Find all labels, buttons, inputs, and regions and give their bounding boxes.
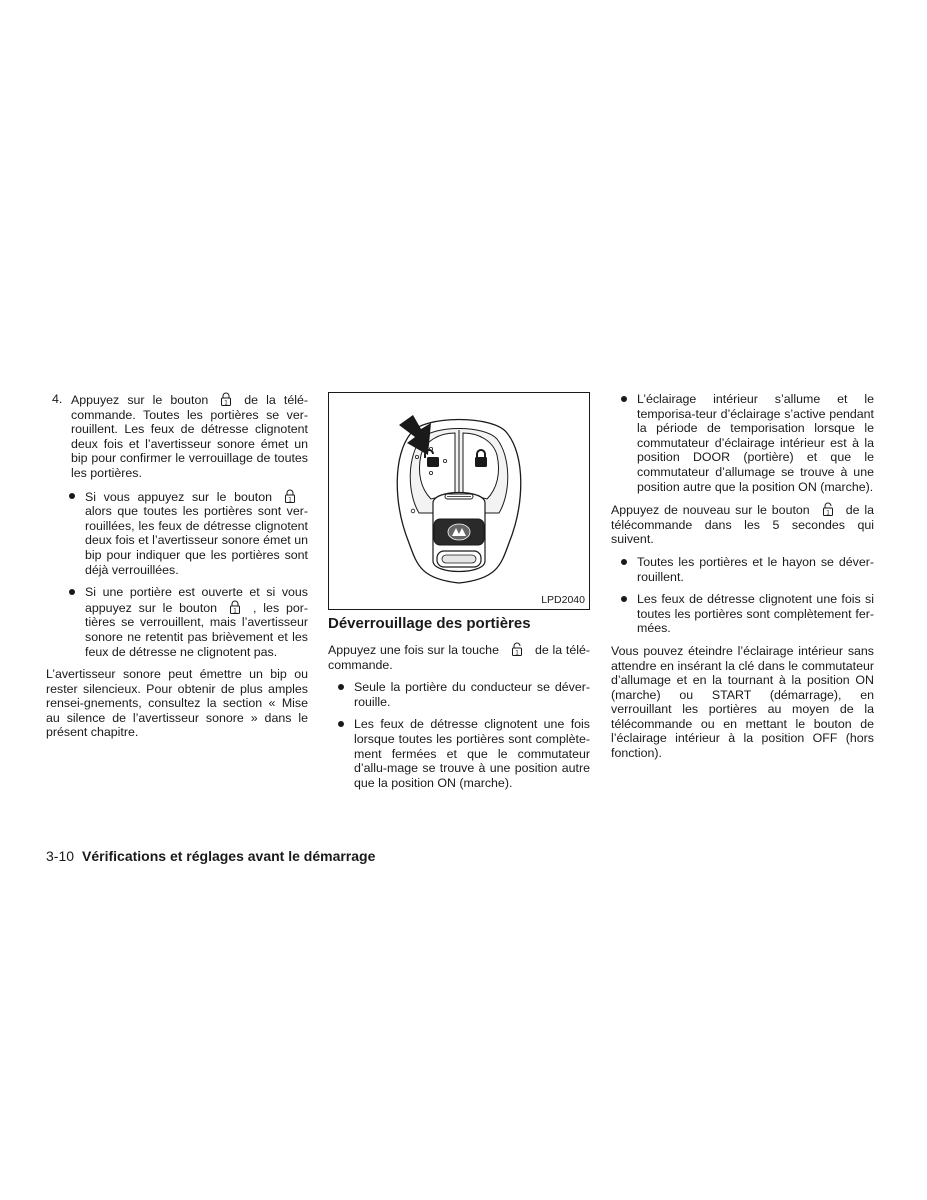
list-item: Les feux de détresse clignotent une fois si toutes les portières sont complètement fer-mées. [611, 592, 874, 636]
list-item: L’éclairage intérieur s’allume et le temporisa-teur d’éclairage s’active pendant la période de temporisation lorsque le commutateur d’éclairage intérieur est à la position DOOR (portière) et que le commutateur d’allumage se trouve à une position autre que la position ON (marche). [611, 392, 874, 494]
svg-text:1: 1 [288, 495, 292, 503]
remote-figure [328, 392, 590, 610]
list-item: Toutes les portières et le hayon se déver-rouillent. [611, 555, 874, 584]
unlock-intro-paragraph: Appuyez une fois sur la touche 1 de la télé-commande. [328, 643, 590, 672]
bullet-dot [69, 589, 75, 595]
unlock-icon [822, 502, 834, 516]
step-4 [46, 392, 308, 481]
svg-text:1: 1 [233, 607, 237, 614]
bullet-dot [338, 721, 344, 727]
bullet-dot [621, 596, 627, 602]
page-footer [46, 848, 375, 864]
page-number: 3-10 [46, 848, 75, 864]
list-item: Seule la portière du conducteur se déver-rouille. [328, 680, 590, 709]
step-4-text: Appuyez sur le bouton 1 de la télé-commande. Toutes les portières se ver-rouillent. Les feux de détresse clignotent deux fois et l’avertisseur sonore émet un bip pour confirmer le verrouillage de toutes les portières. [71, 393, 308, 480]
svg-text:1: 1 [224, 399, 229, 406]
lock-icon [220, 392, 232, 406]
key-fob-illustration [329, 393, 589, 609]
second-press-paragraph: Appuyez de nouveau sur le bouton 1 de la télécommande dans les 5 secondes qui suivent. [611, 503, 874, 547]
svg-text:1: 1 [825, 509, 830, 517]
chapter-title: Vérifications et réglages avant le démarrage [82, 848, 376, 864]
column-left [46, 392, 308, 740]
figure-code: LPD2040 [541, 594, 585, 606]
bullet-dot [621, 396, 627, 402]
silence-note-paragraph: L’avertisseur sonore peut émettre un bip ou rester silencieux. Pour obtenir de plus amples rensei-gnements, consultez la section « Mise au silence de l’avertisseur sonore » dans le présent chapitre. [46, 667, 308, 740]
section-title: Déverrouillage des portières [328, 615, 531, 632]
list-item: Si une portière est ouverte et si vous appuyez sur le bouton 1 , les por-tières se verrouillent, mais l’avertisseur sonore ne retentit pas brièvement et les feux de détresse ne clignotent pas. [59, 585, 308, 659]
column-right [611, 392, 874, 761]
list-item: Les feux de détresse clignotent une fois lorsque toutes les portières sont complète-ment fermées et que le commutateur d’allu-mage se trouve à une position autre que la position ON (marche). [328, 717, 590, 790]
svg-text:1: 1 [515, 649, 519, 656]
lock-icon [229, 600, 241, 614]
step-number: 4. [52, 392, 63, 406]
list-item: Si vous appuyez sur le bouton 1 alors que toutes les portières sont ver-rouillées, les feux de détresse clignotent deux fois et l’avertisseur sonore émet un bip pour indiquer que les portières sont déjà verrouillées. [59, 489, 308, 578]
bullet-dot [338, 684, 344, 690]
bullet-dot [621, 559, 627, 565]
interior-light-paragraph: Vous pouvez éteindre l’éclairage intérieur sans attendre en insérant la clé dans le commutateur d’allumage et en la tournant à la position ON (marche) ou START (démarrage), en verrouillant les portières au moyen de la télécommande ou en mettant le bouton de l’éclairage intérieur à la position OFF (hors fonction). [611, 643, 874, 761]
unlock-icon [511, 642, 523, 656]
bullet-dot [69, 493, 75, 499]
column-middle [328, 392, 590, 798]
lock-icon [284, 489, 296, 503]
